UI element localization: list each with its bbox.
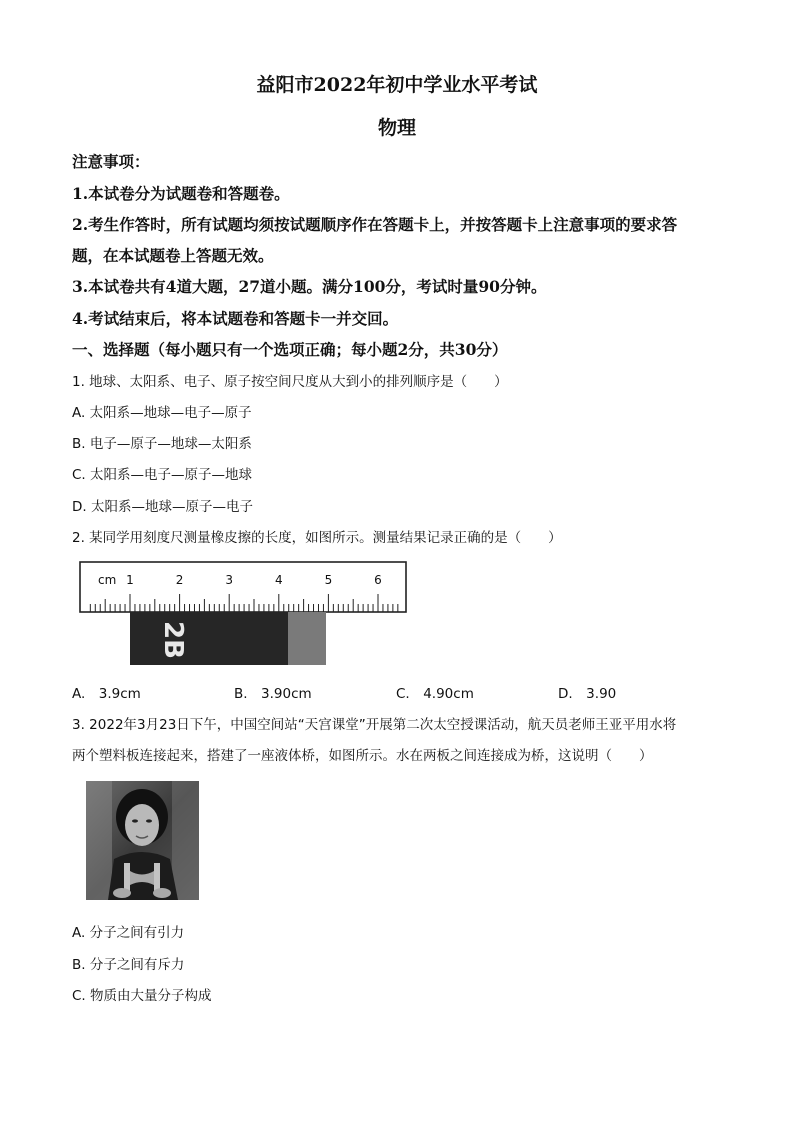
eraser-sleeve: [288, 612, 326, 665]
note-item-1: 1.本试卷分为试题卷和答题卷。: [72, 184, 290, 203]
ruler-tick-label-2: 2: [175, 573, 184, 587]
q1-stem: 1. 地球、太阳系、电子、原子按空间尺度从大到小的排列顺序是（ ）: [72, 374, 508, 390]
photo-right-wall: [172, 781, 199, 900]
q2-option-d: D. 3.90: [558, 686, 617, 702]
ruler-tick-label-1: 1: [126, 573, 134, 587]
q3-stem-line1: 3. 2022年3月23日下午，中国空间站“天宫课堂”开展第二次太空授课活动，航天员老师王亚平用水将: [72, 717, 677, 733]
eraser-label: 2B: [158, 621, 188, 659]
note-item-2-cont: 题，在本试题卷上答题无效。: [72, 246, 274, 265]
ruler-body: [80, 562, 406, 612]
note-item-3: 3.本试卷共有4道大题，27道小题。满分100分，考试时量90分钟。: [72, 277, 547, 296]
ruler-tick-label-6: 6: [374, 573, 382, 587]
note-item-4: 4.考试结束后，将本试题卷和答题卡一并交回。: [72, 309, 399, 328]
ruler-svg: [78, 560, 408, 668]
section-heading: 一、选择题（每小题只有一个选项正确；每小题2分，共30分）: [72, 340, 508, 359]
photo-left-wall: [86, 781, 112, 900]
exam-title: 益阳市2022年初中学业水平考试: [256, 74, 538, 96]
astronaut-eye-left: [132, 819, 138, 822]
q2-option-c: C. 4.90cm: [396, 686, 474, 702]
ruler-figure: [78, 560, 408, 668]
photo-svg: [86, 781, 199, 900]
eraser-dark: [130, 612, 288, 665]
notes-heading: 注意事项：: [72, 152, 150, 171]
q2-option-a: A. 3.9cm: [72, 686, 141, 702]
q2-stem: 2. 某同学用刻度尺测量橡皮擦的长度，如图所示。测量结果记录正确的是（ ）: [72, 530, 562, 546]
ruler-tick-label-4: 4: [274, 573, 283, 587]
ruler-tick-label-3: 3: [225, 573, 234, 587]
q3-stem-line2: 两个塑料板连接起来，搭建了一座液体桥，如图所示。水在两板之间连接成为桥，这说明（ ）: [72, 748, 653, 764]
q3-option-c: C. 物质由大量分子构成: [72, 988, 212, 1004]
note-item-2: 2.考生作答时，所有试题均须按试题顺序作在答题卡上，并按答题卡上注意事项的要求答: [72, 215, 678, 234]
q1-option-b: B. 电子—原子—地球—太阳系: [72, 436, 252, 452]
astronaut-eye-right: [146, 819, 152, 822]
q1-option-c: C. 太阳系—电子—原子—地球: [72, 467, 253, 483]
q2-option-b: B. 3.90cm: [234, 686, 312, 702]
hand-left: [113, 888, 131, 898]
liquid-bridge-photo: [86, 781, 199, 900]
q1-option-a: A. 太阳系—地球—电子—原子: [72, 405, 252, 421]
q3-option-a: A. 分子之间有引力: [72, 925, 185, 941]
q3-option-b: B. 分子之间有斥力: [72, 957, 185, 973]
subject-title: 物理: [377, 117, 416, 139]
astronaut-face: [125, 804, 159, 846]
hand-right: [153, 888, 171, 898]
q1-option-d: D. 太阳系—地球—原子—电子: [72, 499, 253, 515]
ruler-unit-label: cm: [98, 573, 117, 587]
ruler-tick-label-5: 5: [324, 573, 333, 587]
